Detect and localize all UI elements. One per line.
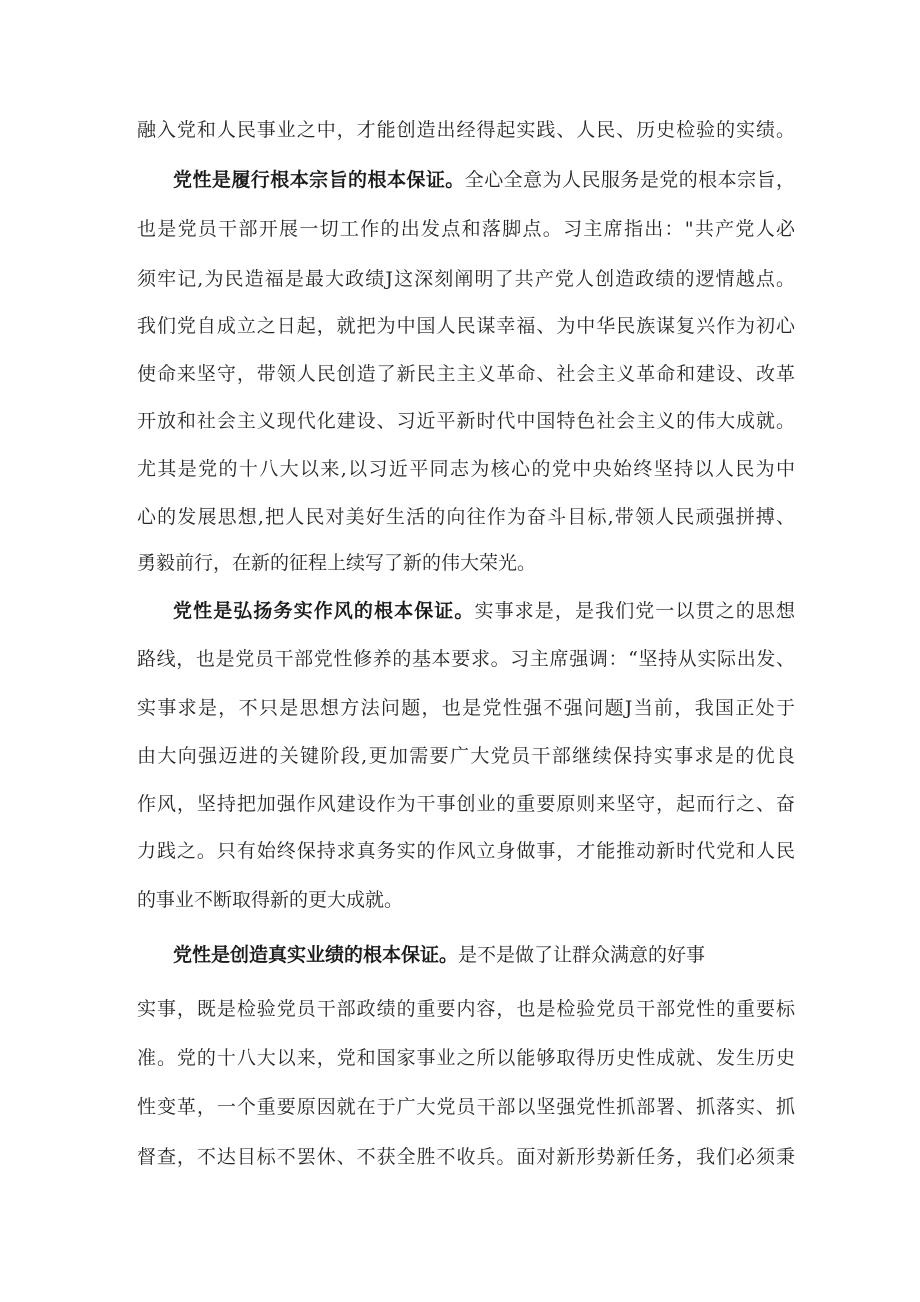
line-text: 由大向强迈进的关键阶段,更加需要广大党员干部继续保持实事求是的优良	[137, 745, 795, 767]
line-text: 全心全意为人民服务是党的根本宗旨，	[464, 169, 795, 191]
text-line	[137, 504, 795, 530]
paragraph-heading: 党性是创造真实业绩的根本保证。	[173, 944, 459, 966]
line-text: 尤其是党的十八大以来,以习近平同志为核心的党中央始终坚持以人民为中	[137, 458, 795, 480]
line-text: 是不是做了让群众满意的好事	[458, 944, 706, 966]
text-line	[137, 266, 795, 292]
text-line	[137, 1045, 795, 1071]
text-line	[137, 791, 795, 817]
text-line	[137, 456, 795, 482]
text-line	[137, 313, 795, 339]
text-line	[137, 1094, 795, 1120]
line-text: 的事业不断取得新的更大成就。	[137, 889, 404, 911]
text-line	[173, 167, 795, 193]
line-text: 准。党的十八大以来，党和国家事业之所以能够取得历史性成就、发生历史	[137, 1047, 795, 1069]
line-text: 力践之。只有始终保持求真务实的作风立身做事，才能推动新时代党和人民	[137, 840, 795, 862]
line-text: 融入党和人民事业之中，才能创造出经得起实践、人民、历史检验的实绩。	[137, 119, 795, 141]
paragraph-heading: 党性是履行根本宗旨的根本保证。	[173, 169, 465, 191]
text-line	[137, 550, 795, 576]
text-line	[137, 408, 795, 434]
text-line	[137, 695, 795, 721]
text-line	[137, 838, 795, 864]
text-line	[137, 743, 795, 769]
line-text: 实事，既是检验党员干部政绩的重要内容，也是检验党员干部党性的重要标	[137, 998, 795, 1020]
text-line	[137, 216, 795, 242]
text-line	[137, 117, 795, 143]
line-text: 督查，不达目标不罢休、不获全胜不收兵。面对新形势新任务，我们必须秉	[137, 1146, 795, 1168]
line-text: 须牢记,为民造福是最大政绩J这深刻阐明了共产党人创造政绩的逻情越点。	[137, 268, 795, 290]
line-text: 实事求是，不只是思想方法问题，也是党性强不强问题J当前，我国正处于	[137, 697, 795, 719]
line-text: 实事求是，是我们党一以贯之的思想	[474, 600, 795, 622]
text-line	[173, 598, 795, 624]
line-text: 也是党员干部开展一切工作的出发点和落脚点。习主席指出："共产党人必	[137, 218, 795, 240]
line-text: 勇毅前行，在新的征程上续写了新的伟大荣光。	[137, 552, 537, 574]
line-text: 使命来坚守，带领人民创造了新民主主义革命、社会主义革命和建设、改革	[137, 363, 795, 385]
text-line	[173, 942, 795, 968]
line-text: 心的发展思想,把人民对美好生活的向往作为奋斗目标,带领人民顽强拼搏、	[137, 506, 795, 528]
text-line	[137, 1144, 795, 1170]
line-text: 开放和社会主义现代化建设、习近平新时代中国特色社会主义的伟大成就。	[137, 410, 795, 432]
text-line	[137, 646, 795, 672]
line-text: 作风，坚持把加强作风建设作为干事创业的重要原则来坚守，起而行之、奋	[137, 793, 795, 815]
text-line	[137, 996, 795, 1022]
line-text: 路线，也是党员干部党性修养的基本要求。习主席强调：“坚持从实际出发、	[137, 648, 795, 670]
line-text: 我们党自成立之日起，就把为中国人民谋幸福、为中华民族谋复兴作为初心	[137, 315, 795, 337]
line-text: 性变革，一个重要原因就在于广大党员干部以坚强党性抓部署、抓落实、抓	[137, 1096, 795, 1118]
paragraph-heading: 党性是弘扬务实作风的根本保证。	[173, 600, 475, 622]
text-line	[137, 887, 795, 913]
text-line	[137, 361, 795, 387]
